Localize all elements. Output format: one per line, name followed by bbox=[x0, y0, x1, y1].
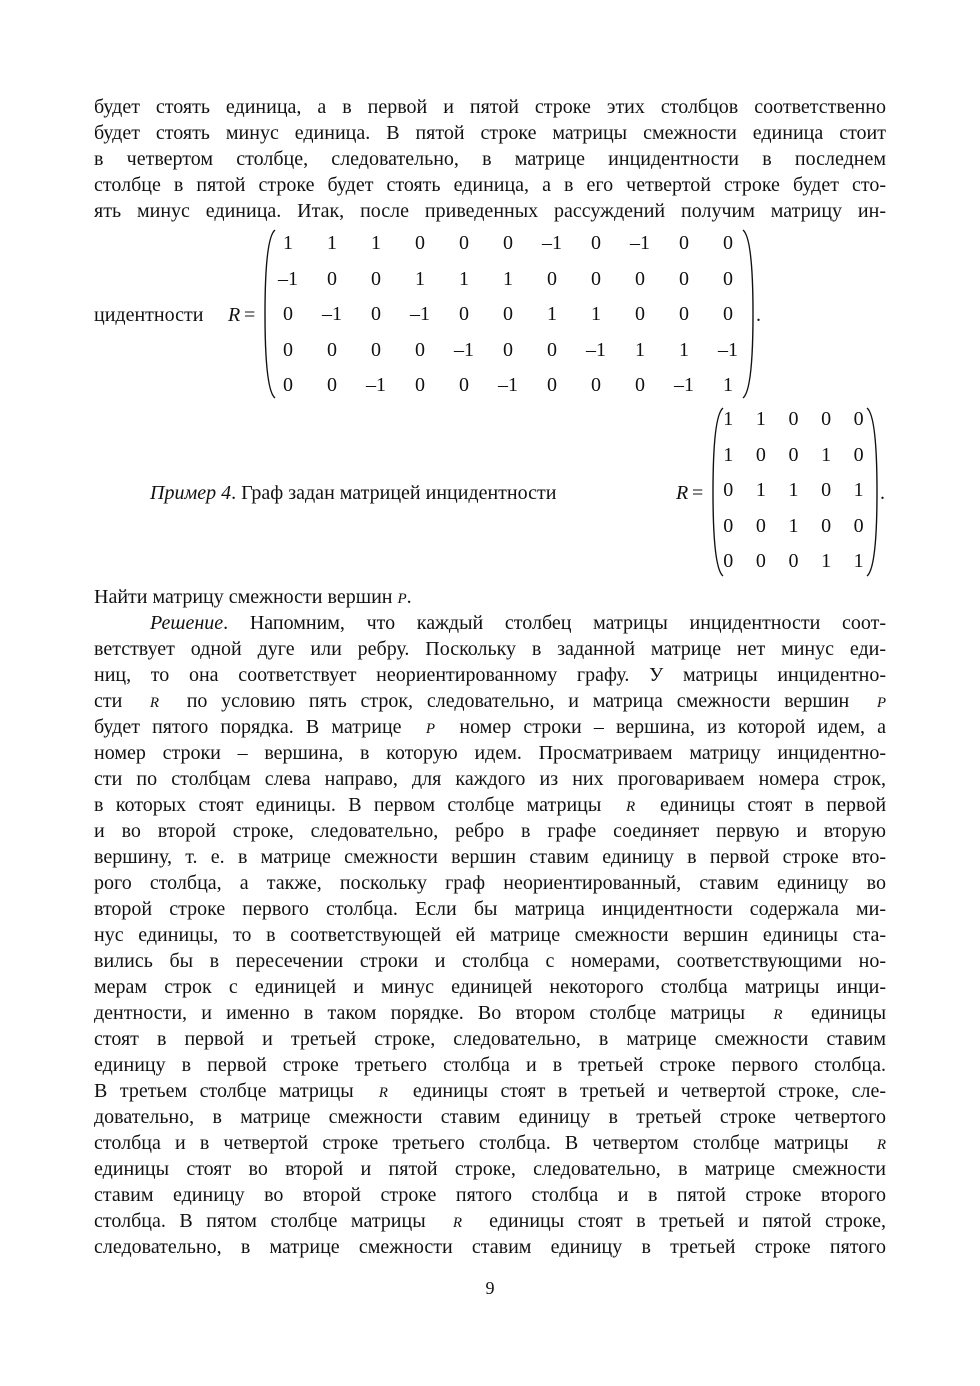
matrix-cell: 1 bbox=[853, 479, 864, 501]
matrix-cell: 0 bbox=[283, 338, 293, 361]
matrix1-grid bbox=[266, 230, 750, 408]
matrix-cell: 0 bbox=[635, 374, 645, 396]
matrix-cell: 1 bbox=[591, 303, 601, 325]
matrix-cell: 0 bbox=[679, 232, 689, 254]
matrix-cell: 1 bbox=[723, 443, 734, 466]
right-paren bbox=[864, 406, 880, 578]
text-line: вершину, т. е. в матрице смежности вершин ставим единицу в первой строке вто- bbox=[94, 846, 886, 868]
matrix-cell: 0 bbox=[723, 303, 733, 325]
matrix-cell: 0 bbox=[283, 374, 293, 396]
matrix-cell: –1 bbox=[454, 338, 474, 361]
matrix1-name: R bbox=[228, 304, 241, 326]
matrix-cell: 1 bbox=[327, 232, 337, 254]
text-line: дентности, и именно в таком порядке. Во втором столбце матрицы R единицы bbox=[94, 1002, 887, 1024]
matrix-cell: 1 bbox=[679, 338, 689, 361]
text-line: вились бы в пересечении строки и столбца с номерами, соответствующими но- bbox=[94, 950, 886, 972]
matrix-cell: 0 bbox=[723, 232, 733, 254]
matrix-cell: 0 bbox=[821, 408, 832, 430]
matrix-cell: 0 bbox=[415, 338, 425, 361]
example4-heading bbox=[150, 480, 556, 506]
matrix-cell: 1 bbox=[723, 408, 734, 430]
matrix-cell: 0 bbox=[723, 479, 734, 501]
matrix-cell: 0 bbox=[591, 232, 601, 254]
text-line: мерам строк с единицей и минус единицей некоторого столбца матрицы инци- bbox=[94, 976, 886, 998]
text-line: В третьем столбце матрицы R единицы стоят в третьей и четвертой строке, сле- bbox=[94, 1080, 887, 1102]
text-line: единицу в первой строке третьего столбца и в третьей строке первого столбца. bbox=[94, 1054, 886, 1076]
text-line: сти по столбцам слева направо, для каждого из них проговариваем номера строк, bbox=[94, 768, 886, 790]
text-line: столбца. В пятом столбце матрицы R единицы стоят в третьей и пятой строке, bbox=[94, 1210, 887, 1232]
matrix-cell: 0 bbox=[755, 443, 766, 466]
matrix-cell: 0 bbox=[283, 303, 293, 325]
matrix-cell: 0 bbox=[547, 338, 557, 361]
text-line: номер строки – вершина, в которую идем. Просматриваем матрицу инцидентно- bbox=[94, 742, 886, 764]
matrix-cell: –1 bbox=[542, 232, 562, 254]
matrix-cell: 0 bbox=[635, 267, 645, 290]
matrix-cell: 0 bbox=[723, 267, 733, 290]
solution-heading: Решение bbox=[150, 612, 224, 634]
matrix-cell: –1 bbox=[586, 338, 606, 361]
matrix-cell: 0 bbox=[371, 303, 381, 325]
matrix-cell: 1 bbox=[547, 303, 557, 325]
matrix-cell: 0 bbox=[591, 267, 601, 290]
text-line: и во второй строке, следовательно, ребро в графе соединяет первую и вторую bbox=[94, 820, 886, 842]
matrix-cell: 0 bbox=[459, 374, 469, 396]
example4-name: R bbox=[676, 482, 689, 504]
matrix-cell: 0 bbox=[755, 550, 766, 572]
matrix-cell: 0 bbox=[503, 232, 513, 254]
matrix-cell: 0 bbox=[503, 338, 513, 361]
matrix-cell: –1 bbox=[674, 374, 694, 396]
matrix1-equals: = bbox=[244, 304, 256, 326]
matrix-cell: 1 bbox=[503, 267, 513, 290]
matrix-cell: 0 bbox=[788, 443, 799, 466]
matrix-cell: 0 bbox=[547, 267, 557, 290]
right-paren bbox=[740, 228, 756, 400]
text-line: следовательно, в матрице смежности ставим единицу в третьей строке пятого bbox=[94, 1236, 886, 1258]
text-line: стоят в первой и третьей строке, следовательно, в матрице смежности ставим bbox=[94, 1028, 886, 1050]
task-line bbox=[94, 584, 412, 612]
matrix-cell: 0 bbox=[788, 550, 799, 572]
matrix-cell: –1 bbox=[630, 232, 650, 254]
matrix-cell: 0 bbox=[591, 374, 601, 396]
matrix-cell: 0 bbox=[459, 303, 469, 325]
text-line: столбца и в четвертой строке третьего столбца. В четвертом столбце матрицы R bbox=[94, 1132, 886, 1154]
text-line: ветствует одной дуге или ребру. Поскольку в заданной матрице нет минус еди- bbox=[94, 638, 886, 660]
text-line: будет пятого порядка. В матрице P номер строки – вершина, из которой идем, а bbox=[94, 716, 887, 738]
text-line: в которых стоят единицы. В первом столбце матрицы R единицы стоят в первой bbox=[94, 794, 887, 816]
text-line: столбце в пятой строке будет стоять единица, а в его четвертой строке будет сто- bbox=[94, 174, 886, 196]
matrix-cell: 1 bbox=[283, 232, 293, 254]
matrix-cell: –1 bbox=[410, 303, 430, 325]
matrix1-suffix: . bbox=[756, 304, 761, 326]
matrix-cell: 1 bbox=[788, 514, 799, 537]
example4-matrix-grid bbox=[712, 406, 877, 584]
matrix-cell: 1 bbox=[723, 374, 733, 396]
matrix-cell: –1 bbox=[718, 338, 738, 361]
matrix-cell: –1 bbox=[498, 374, 518, 396]
text-line: Решение. Напомним, что каждый столбец матрицы инцидентности соот- bbox=[150, 612, 886, 634]
matrix-cell: 0 bbox=[853, 514, 864, 537]
task-end: . bbox=[406, 586, 412, 608]
text-line: рого столбца, а также, поскольку граф неориентированный, ставим единицу во bbox=[94, 872, 886, 894]
task-text: Найти матрицу смежности вершин bbox=[94, 586, 393, 608]
matrix-cell: 0 bbox=[723, 550, 734, 572]
matrix-cell: 0 bbox=[853, 443, 864, 466]
matrix-cell: 0 bbox=[679, 303, 689, 325]
example4-equals: = bbox=[692, 482, 704, 504]
text-line: в четвертом столбце, следовательно, в матрице инцидентности в последнем bbox=[94, 148, 886, 170]
text-line: второй строке первого столбца. Если бы матрица инцидентности содержала ми- bbox=[94, 898, 886, 920]
text-line: ять минус единица. Итак, после приведенных рассуждений получим матрицу ин- bbox=[94, 200, 886, 222]
matrix-cell: 0 bbox=[503, 303, 513, 325]
page-number: 9 bbox=[485, 1278, 495, 1298]
matrix-cell: 0 bbox=[327, 374, 337, 396]
matrix-cell: 0 bbox=[853, 408, 864, 430]
text-line: нус единицы, то в соответствующей ей матрице смежности вершин единицы ста- bbox=[94, 924, 886, 946]
matrix-cell: 1 bbox=[459, 267, 469, 290]
matrix-cell: –1 bbox=[278, 267, 298, 290]
matrix-cell: –1 bbox=[322, 303, 342, 325]
matrix-cell: 0 bbox=[371, 267, 381, 290]
matrix-cell: 0 bbox=[821, 479, 832, 501]
matrix-cell: 0 bbox=[679, 267, 689, 290]
text-line: сти R по условию пять строк, следовательно, и матрица смежности вершин P bbox=[94, 690, 887, 712]
matrix-cell: 0 bbox=[755, 514, 766, 537]
text-line: будет стоять единица, а в первой и пятой строке этих столбцов соответственно bbox=[94, 96, 886, 118]
text-line: ставим единицу во второй строке пятого столбца и в пятой строке второго bbox=[94, 1184, 886, 1206]
matrix-cell: 0 bbox=[723, 514, 734, 537]
example4-title: Пример 4 bbox=[150, 482, 232, 504]
matrix-cell: 0 bbox=[788, 408, 799, 430]
matrix-cell: 0 bbox=[327, 267, 337, 290]
matrix-cell: 1 bbox=[821, 443, 832, 466]
matrix-cell: 0 bbox=[821, 514, 832, 537]
matrix-cell: 1 bbox=[788, 479, 799, 501]
matrix-cell: 0 bbox=[327, 338, 337, 361]
matrix-cell: 1 bbox=[755, 479, 766, 501]
matrix1-prefix: цидентности bbox=[94, 304, 204, 326]
matrix-cell: 1 bbox=[415, 267, 425, 290]
text-line: ниц, то она соответствует неориентированному графу. У матрицы инцидентно- bbox=[94, 664, 886, 686]
matrix-cell: 0 bbox=[459, 232, 469, 254]
matrix-cell: 0 bbox=[371, 338, 381, 361]
text-line: будет стоять минус единица. В пятой строке матрицы смежности единица стоит bbox=[94, 122, 886, 144]
task-var: P bbox=[397, 591, 407, 607]
matrix-cell: 0 bbox=[547, 374, 557, 396]
matrix-cell: 1 bbox=[755, 408, 766, 430]
matrix-cell: –1 bbox=[366, 374, 386, 396]
matrix-cell: 1 bbox=[371, 232, 381, 254]
matrix-cell: 1 bbox=[635, 338, 645, 361]
matrix-cell: 1 bbox=[821, 550, 832, 572]
example4-suffix: . bbox=[880, 482, 885, 504]
text-line: единицы стоят во второй и пятой строке, следовательно, в матрице смежности bbox=[94, 1158, 886, 1180]
matrix-cell: 1 bbox=[853, 550, 864, 572]
matrix-cell: 0 bbox=[635, 303, 645, 325]
matrix-cell: 0 bbox=[415, 374, 425, 396]
example4-text: . Граф задан матрицей инцидентности bbox=[231, 482, 557, 504]
text-line: довательно, в матрице смежности ставим единицу в третьей строке четвертого bbox=[94, 1106, 886, 1128]
matrix-cell: 0 bbox=[415, 232, 425, 254]
